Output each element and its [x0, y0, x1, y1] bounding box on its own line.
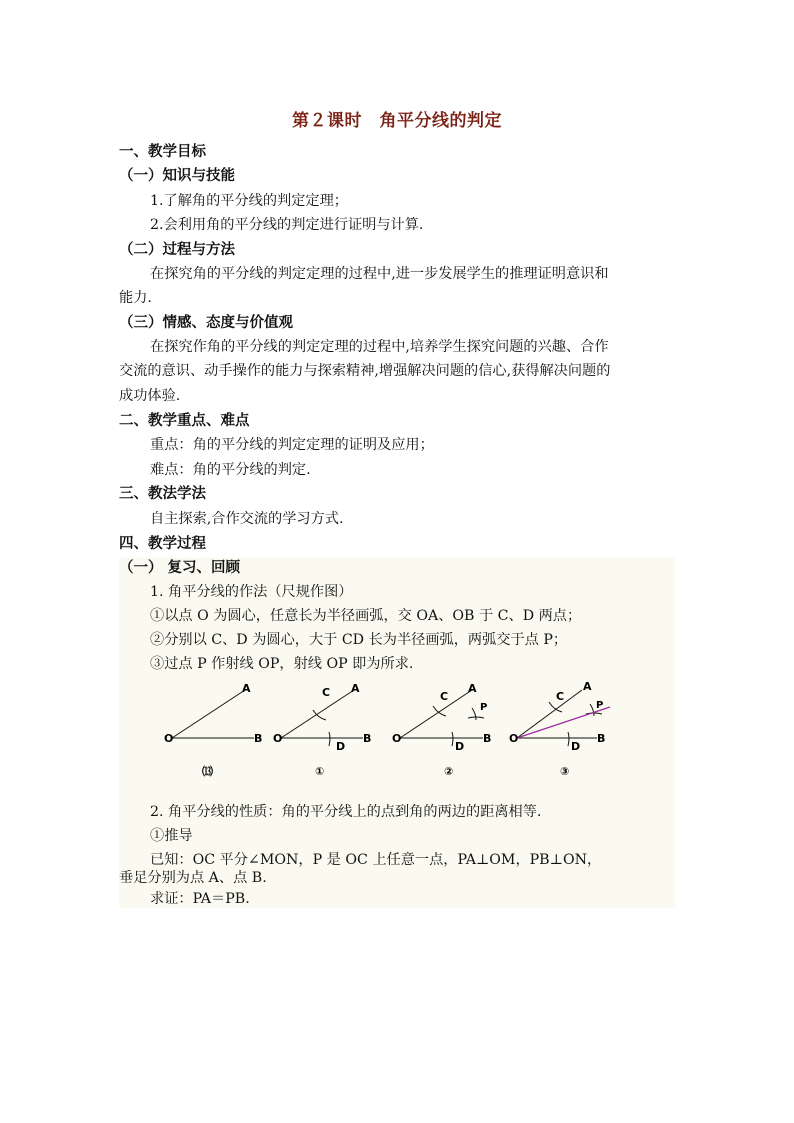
label-a: A: [583, 680, 592, 693]
label-b: B: [597, 732, 606, 745]
label-c: C: [322, 686, 331, 699]
figure-caption-0: ⒀: [202, 765, 213, 778]
figure-caption-2: ②: [444, 765, 454, 778]
label-d: D: [571, 740, 581, 753]
paragraph-line: 能力.: [119, 290, 152, 306]
list-item: 1.了解角的平分线的判定定理；: [150, 193, 348, 209]
label-c: C: [556, 690, 565, 703]
label-b: B: [254, 732, 263, 745]
label-a: A: [468, 682, 477, 695]
paragraph-line: 自主探索,合作交流的学习方式.: [150, 511, 344, 527]
figure-caption-1: ①: [315, 765, 325, 778]
paragraph-line: 垂足分别为点 A、点 B.: [119, 870, 267, 886]
list-item: 2.会利用角的平分线的判定进行证明与计算.: [150, 217, 424, 233]
label-p: P: [596, 700, 604, 711]
subsection-heading-attitude: （三）情感、态度与价值观: [119, 315, 293, 331]
subsection-heading-knowledge: （一）知识与技能: [119, 168, 235, 184]
list-item: 重点：角的平分线的判定定理的证明及应用；: [150, 437, 434, 453]
ray-oa: [172, 690, 245, 738]
section-heading-2: 二、教学重点、难点: [119, 413, 250, 429]
page-title: 第２课时 角平分线的判定: [292, 111, 502, 131]
list-item: ③过点 P 作射线 OP，射线 OP 即为所求.: [150, 656, 414, 672]
figure-caption-3: ③: [560, 765, 570, 778]
list-item: ②分别以 C、D 为圆心，大于 CD 长为半径画弧，两弧交于点 P；: [150, 632, 568, 648]
subsection-heading-review: （一） 复习、回顾: [119, 560, 241, 576]
label-o: O: [273, 732, 283, 745]
paragraph-line: 求证：PA＝PB.: [150, 891, 250, 907]
label-d: D: [455, 740, 465, 753]
paragraph-line: 在探究作角的平分线的判定定理的过程中,培养学生探究问题的兴趣、合作: [150, 339, 609, 355]
angle-bisector-construction-figure: [150, 674, 620, 784]
list-item: 难点：角的平分线的判定.: [150, 462, 311, 478]
label-b: B: [363, 732, 372, 745]
label-o: O: [392, 732, 402, 745]
label-b: B: [483, 732, 492, 745]
label-c: C: [440, 690, 449, 703]
paragraph-line: 已知：OC 平分∠MON，P 是 OC 上任意一点，PA⊥OM，PB⊥ON，: [150, 852, 602, 868]
label-p: P: [480, 702, 488, 713]
label-d: D: [336, 740, 346, 753]
label-o: O: [509, 732, 519, 745]
list-item: 1. 角平分线的作法（尺规作图）: [150, 584, 353, 600]
paragraph-line: 在探究角的平分线的判定定理的过程中,进一步发展学生的推理证明意识和: [150, 266, 609, 282]
paragraph-line: 成功体验.: [119, 388, 181, 404]
list-item: ①以点 O 为圆心，任意长为半径画弧，交 OA、OB 于 C、D 两点；: [150, 608, 582, 624]
label-a: A: [242, 682, 251, 695]
paragraph-line: 交流的意识、动手操作的能力与探索精神,增强解决问题的信心,获得解决问题的: [119, 363, 611, 379]
list-item: ①推导: [150, 828, 193, 844]
section-heading-3: 三、教法学法: [119, 486, 206, 502]
list-item: 2. 角平分线的性质：角的平分线上的点到角的两边的距离相等.: [150, 804, 542, 820]
label-a: A: [351, 682, 360, 695]
section-heading-1: 一、教学目标: [119, 144, 206, 160]
section-heading-4: 四、教学过程: [119, 536, 206, 552]
subsection-heading-process: （二）过程与方法: [119, 242, 235, 258]
label-o: O: [164, 732, 174, 745]
